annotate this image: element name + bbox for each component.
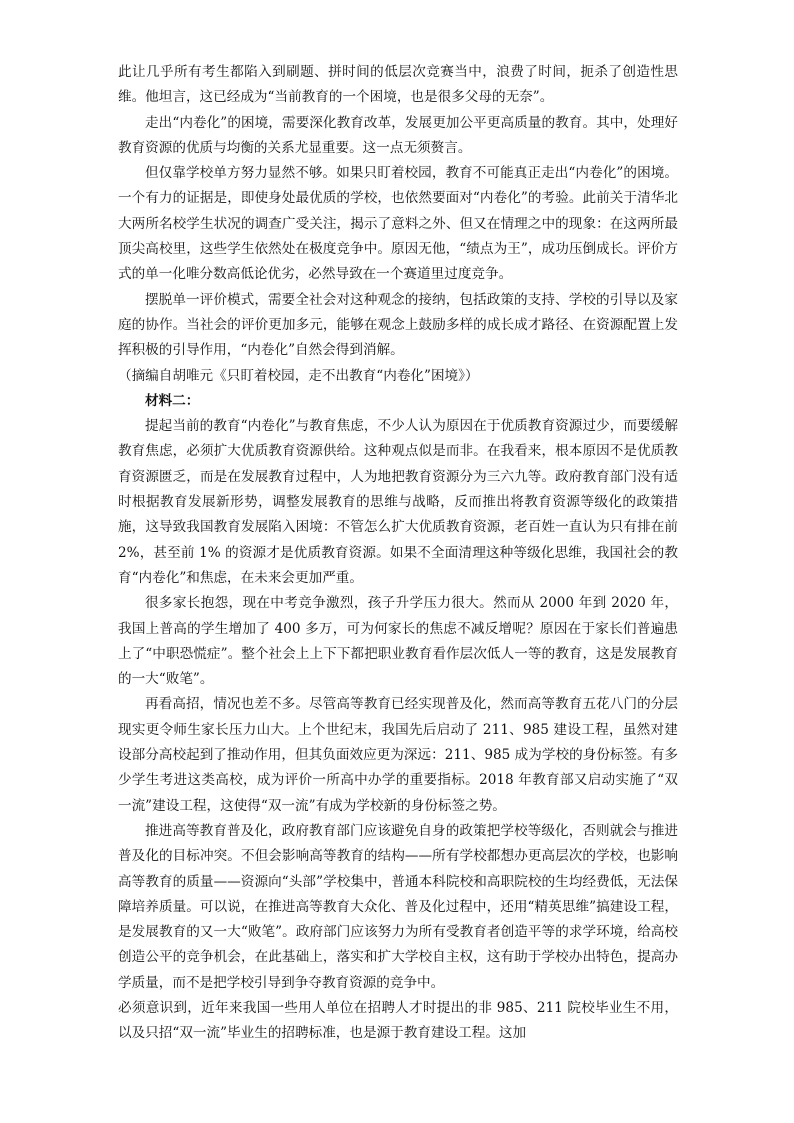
paragraph-school-effort: 但仅靠学校单方努力显然不够。如果只盯着校园，教育不可能真正走出“内卷化”的困境。一个有力的证据是，即使身处最优质的学校，也依然要面对“内卷化”的考验。此前关于清华北大两所名校学生状况的调查广受关注，揭示了意料之外、但又在情理之中的现象：在这两所最顶尖高校里，这些学生依然处在极度竞争中。原因无他，“绩点为王”，成功压倒成长。评价方式的单一化唯分数高低论优劣，必然导致在一个赛道里过度竞争。 [118,165,678,283]
paragraph-zhongkao: 很多家长抱怨，现在中考竞争激烈，孩子升学压力很大。然而从 2000 年到 2020 年，我国上普高的学生增加了 400 多万，可为何家长的焦虑不减反增呢？原因在于家长们普遍患上了“中职恐慌症”。整个社会上上下下都把职业教育看作层次低人一等的教育，这是发展教育的一大“败笔”。 [118,595,678,688]
paragraph-continuation: 此让几乎所有考生都陷入到刷题、拼时间的低层次竞赛当中，浪费了时间，扼杀了创造性思维。他坦言，这已经成为“当前教育的一个困境，也是很多父母的无奈”。 [118,64,678,106]
paragraph-higher-education: 推进高等教育普及化，政府教育部门应该避免自身的政策把学校等级化，否则就会与推进普及化的目标冲突。不但会影响高等教育的结构——所有学校都想办更高层次的学校，也影响高等教育的质量——资源向“头部”学校集中，普通本科院校和高职院校的生均经费低，无法保障培养质量。可以说，在推进高等教育大众化、普及化过程中，还用“精英思维”搞建设工程，是发展教育的又一大“败笔”。政府部门应该努力为所有受教育者创造平等的求学环境，给高校创造公平的竞争机会，在此基础上，落实和扩大学校自主权，这有助于学校办出特色，提高办学质量，而不是把学校引导到争夺教育资源的竞争中。 [118,822,678,991]
source-citation: （摘编自胡唯元《只盯着校园，走不出教育“内卷化”困境》） [118,367,479,384]
material-two-heading: 材料二： [145,392,200,409]
paragraph-evaluation-mode: 摆脱单一评价模式，需要全社会对这种观念的接纳，包括政策的支持、学校的引导以及家庭的协作。当社会的评价更加多元，能够在观念上鼓励多样的成长成才路径、在资源配置上发挥积极的引导作用，“内卷化”自然会得到消解。 [118,291,678,359]
document-body [118,60,678,1047]
paragraph-employers: 必须意识到，近年来我国一些用人单位在招聘人才时提出的非 985、211 院校毕业生不用，以及只招“双一流”毕业生的招聘标准，也是源于教育建设工程。这加 [118,999,678,1042]
paragraph-gaokao: 再看高招，情况也差不多。尽管高等教育已经实现普及化，然而高等教育五花八门的分层现实更令师生家长压力山大。上个世纪末，我国先后启动了 211、985 建设工程，虽然对建设部分高校起到了推动作用，但其负面效应更为深远：211、985 成为学校的身份标签。有多少学生考进这类高校，成为评价一所高中办学的重要指标。2018 年教育部又启动实施了“双一流”建设工程，这使得“双一流”有成为学校新的身份标签之势。 [118,696,678,814]
paragraph-inner-involution: 走出“内卷化”的困境，需要深化教育改革，发展更加公平更高质量的教育。其中，处理好教育资源的优质与均衡的关系尤显重要。这一点无须赘言。 [118,114,678,156]
paragraph-education-anxiety: 提起当前的教育“内卷化”与教育焦虑，不少人认为原因在于优质教育资源过少，而要缓解教育焦虑，必须扩大优质教育资源供给。这种观点似是而非。在我看来，根本原因不是优质教育资源匮乏，而是在发展教育过程中，人为地把教育资源分为三六九等。政府教育部门没有适时根据教育发展新形势，调整发展教育的思维与战略，反而推出将教育资源等级化的政策措施，这导致我国教育发展陷入困境：不管怎么扩大优质教育资源，老百姓一直认为只有排在前 2%，甚至前 1% 的资源才是优质教育资源。如果不全面清理这种等级化思维，我国社会的教育“内卷化”和焦虑，在未来会更加严重。 [118,418,678,586]
